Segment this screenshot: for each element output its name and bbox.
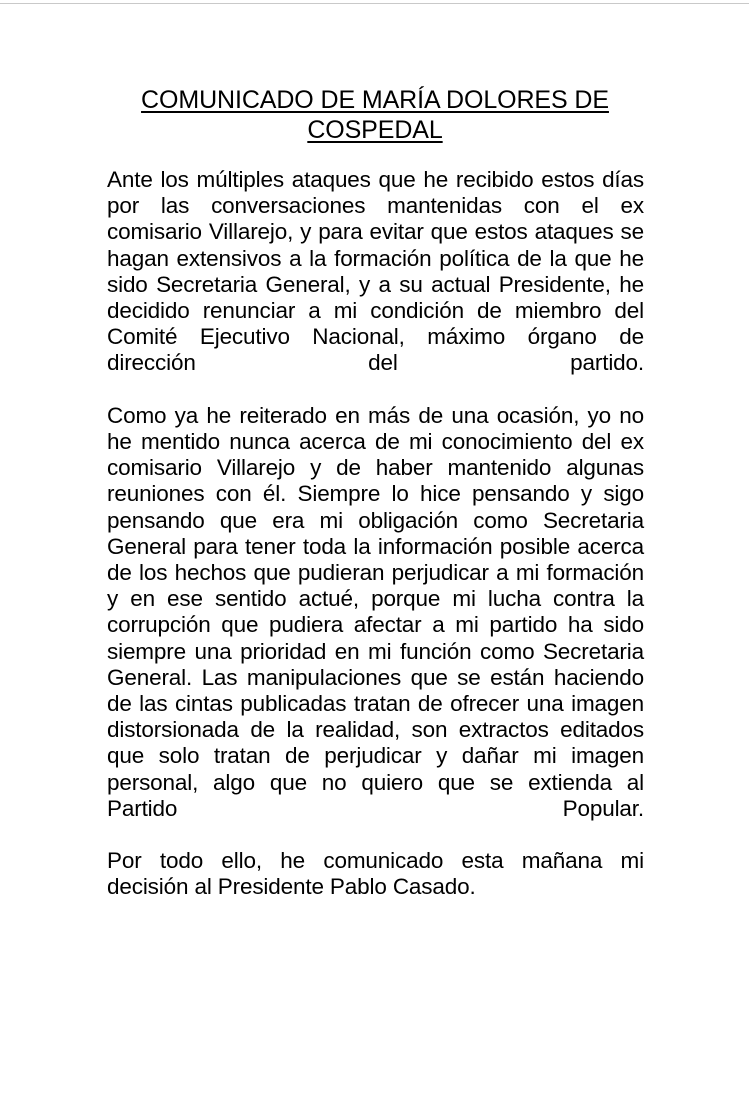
page-title-line-1: COMUNICADO DE MARÍA DOLORES DE (141, 86, 609, 114)
paragraph-1: Ante los múltiples ataques que he recibido estos días por las conversaciones mantenidas con el ex comisario Villarejo, y para evitar que estos ataques se hagan extensivos a la formación política de la que he sido Secretaria General, y a su actual Presidente, he decidido renunciar a mi condición de miembro del Comité Ejecutivo Nacional, máximo órgano de dirección del partido. (107, 167, 644, 376)
page-title-line-2: COSPEDAL (307, 116, 443, 144)
paragraph-2: Como ya he reiterado en más de una ocasión, yo no he mentido nunca acerca de mi conocimiento del ex comisario Villarejo y de haber mantenido algunas reuniones con él. Siempre lo hice pensando y sigo pensando que era mi obligación como Secretaria General para tener toda la información posible acerca de los hechos que pudieran perjudicar a mi formación y en ese sentido actué, porque mi lucha contra la corrupción que pudiera afectar a mi partido ha sido siempre una prioridad en mi función como Secretaria General. Las manipulaciones que se están haciendo de las cintas publicadas tratan de ofrecer una imagen distorsionada de la realidad, son extractos editados que solo tratan de perjudicar y dañar mi imagen personal, algo que no quiero que se extienda al Partido Popular. (107, 402, 644, 821)
document-body (107, 167, 644, 901)
page-title (107, 85, 643, 145)
paragraph-3: Por todo ello, he comunicado esta mañana mi decisión al Presidente Pablo Casado. (107, 848, 644, 900)
